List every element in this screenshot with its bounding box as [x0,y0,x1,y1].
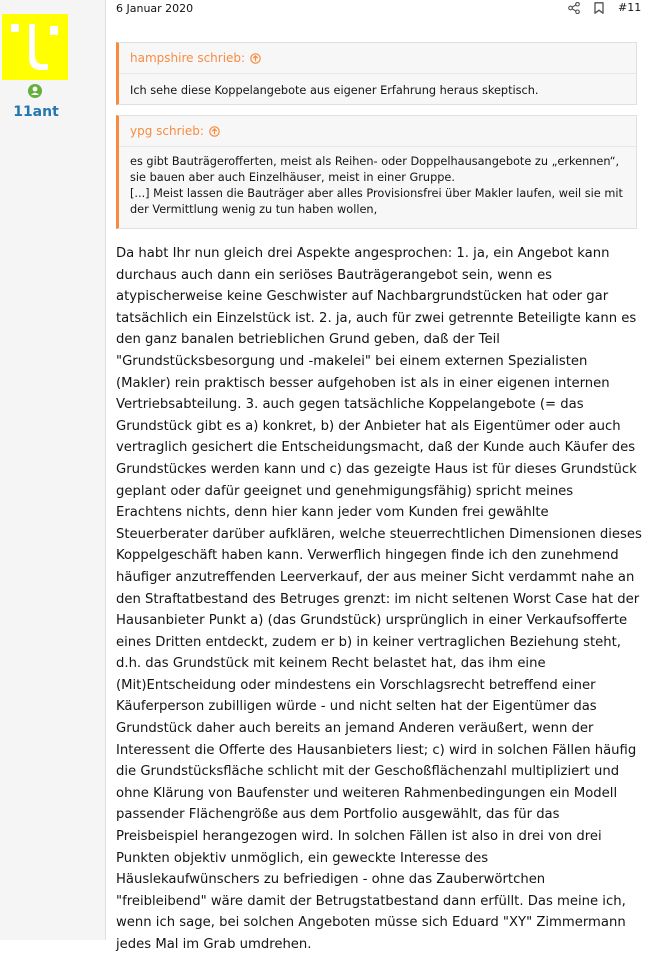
quote-block-ypg [116,115,637,229]
online-status-icon [28,84,42,98]
username-link[interactable]: 11ant [13,104,59,120]
body-line: Grundstückes werden kann und c) das gezeigte Haus ist für dieses Grundstück [116,461,637,477]
body-line: geplant oder dafür geeignet und genehmigungsfähig) spricht meines [116,483,574,499]
body-line: "freibleibend" wäre damit der Betrugstatbestand dann erfüllt. Das meine ich, [116,893,626,909]
body-line: die Grundstücksfläche schlicht mit der Geschoßflächenzahl multipliziert und [116,764,620,780]
body-line: passender Flächengröße aus dem Portfolio ausgewählt, das für das [116,807,560,823]
body-line: durchaus auch dann ein seriöses Bauträgerangebot sein, wenn es [116,267,553,283]
arrow-up-circle-icon[interactable] [250,53,261,64]
body-line: Vertriebsabteilung. 3. auch gegen tatsächliche Koppelangebote (= das [116,397,584,413]
bookmark-icon[interactable] [594,2,604,14]
body-line: d.h. das Grundstück mit keinem Recht belastet hat, das ihm eine [116,656,546,672]
quote-author[interactable]: ypg schrieb: [130,124,204,138]
avatar[interactable] [2,14,68,80]
quote-header[interactable] [119,116,636,147]
body-line: tatsächlich ein Einzelstück ist. 2. ja, auch für zwei getrennte Beteiligte kann es [116,310,637,326]
body-line: Häuslekaufwünschers zu befriedigen - ohne das Zauberwörtchen [116,872,546,888]
body-line: Punkten objektiv unmöglich, ein geweckte Interesse des [116,850,489,866]
body-line: Erachtens nichts, denn hier kann jeder vom Kunden frei gewählte [116,505,549,521]
post-number-link[interactable]: #11 [618,1,642,14]
body-line: atypischerweise keine Geschwister auf Nachbargrundstücken hat oder gar [116,289,609,305]
body-line: Preisbeispiel herangezogen wird. In solchen Fällen ist also in drei von drei [116,829,602,845]
body-line: Steuerberater darüber aufklären, welche steuerrechtlichen Dimensionen dieses [116,526,642,542]
body-line: Koppelgeschäft haben kann. Verwerflich hingegen finde ich den zunehmend [116,548,619,564]
quote-text [119,147,636,227]
quote-text: Ich sehe diese Koppelangebote aus eigener Erfahrung heraus skeptisch. [130,84,539,97]
body-line: Hausanbieter Punkt a) (das Grundstück) ursprünglich in einer Verkaufsofferte [116,613,628,629]
body-line: Grundstück gibt es a) konkret, b) der Anbieter hat als Eigentümer oder auch [116,418,621,434]
body-line: Da habt Ihr nun gleich drei Aspekte angesprochen: 1. ja, ein Angebot kann [116,246,610,261]
body-line: jedes Mal im Grab umdrehen. [116,937,312,952]
body-line: Interessent die Offerte des Hausanbieters liest; c) wird in solchen Fällen häufig [116,742,637,758]
body-line: vertraglich gesichert die Entscheidungsmacht, daß der Kunde auch Käufer des [116,440,636,456]
post-body [116,243,644,956]
quote-author[interactable]: hampshire schrieb: [130,51,246,65]
arrow-up-circle-icon[interactable] [209,126,220,137]
body-line: eines Dritten entdeckt, zudem er b) in keiner vertraglichen Beziehung steht, [116,634,621,650]
body-line: wenn ich sage, bei solchen Angeboten müsse sich Eduard "XY" Zimmermann [116,915,626,931]
quote-block-hampshire [116,42,637,105]
body-line: den ganz banalen betrieblichen Grund geben, daß der Teil [116,332,500,348]
body-line: Grundstück daher auch bereits an jemand Anderen veräußert, wenn der [116,721,594,737]
quote-header[interactable] [119,43,636,74]
body-line: ohne Klärung von Baufenster und weiteren Rahmenbedingungen ein Modell [116,785,618,801]
body-line: (Makler) rein praktisch besser aufgehoben ist als in einer eigenen internen [116,375,610,391]
quote-line: es gibt Bauträgerofferten, meist als Reihen- oder Doppelhausangebote zu „erkennen“, [130,155,620,168]
quote-line: der Vermittlung wenig zu tun haben wollen, [130,203,378,216]
body-line: Käuferperson zubilligen würde - und nicht selten hat der Eigentümer das [116,699,597,715]
body-line: "Grundstücksbesorgung und -makelei" bei einem externen Spezialisten [116,353,588,369]
body-line: (Mit)Entscheidung oder mindestens ein Vorschlagsrecht betreffend einer [116,677,596,693]
quote-line: sie bauen aber auch Einzelhäuser, meist in einer Gruppe. [130,171,455,184]
share-icon[interactable] [568,2,580,14]
post-main [106,0,646,952]
user-sidebar [0,0,106,940]
body-line: häufiger anzutreffenden Leerverkauf, der aus meiner Sicht verdammt nahe an [116,569,635,585]
post-date[interactable]: 6 Januar 2020 [116,2,194,15]
quote-line: [...] Meist lassen die Bauträger aber alles Provisionsfrei über Makler laufen, weil sie mit [130,187,623,200]
body-line: den Straftatbestand des Betruges grenzt: im nicht seltenen Worst Case hat der [116,591,640,607]
